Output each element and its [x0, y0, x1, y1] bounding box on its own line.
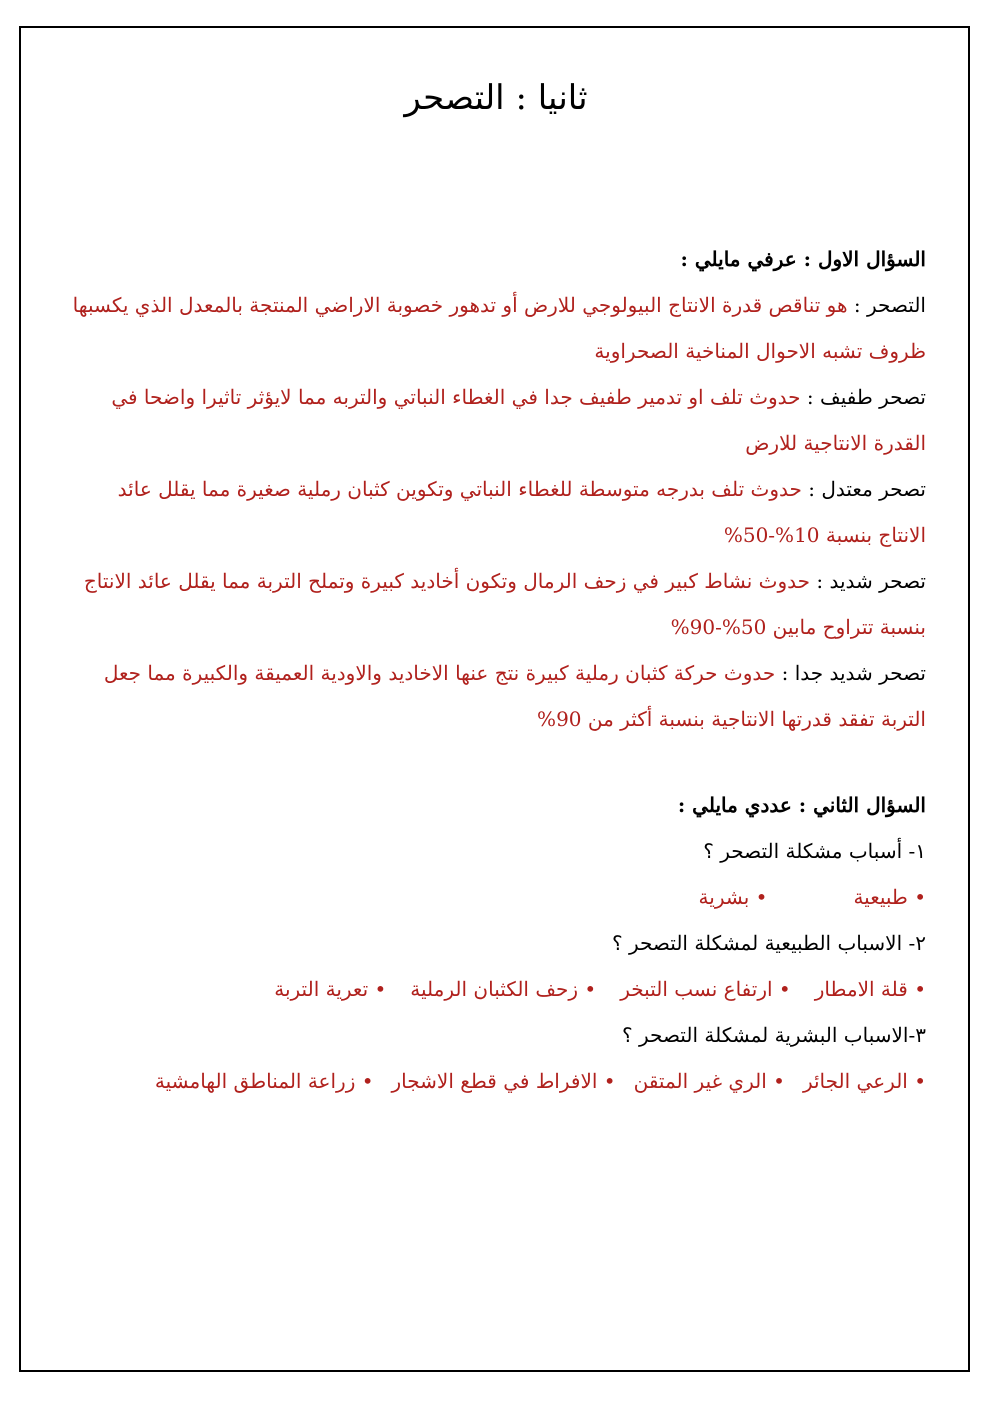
page-title: ثانيا : التصحر [404, 78, 588, 118]
list-item: • الافراط في قطع الاشجار [392, 1058, 616, 1104]
definition-text: حدوث تلف بدرجه متوسطة للغطاء النباتي وتكوين كثبان رملية صغيرة مما يقلل عائد الانتاج بنسبة 10%-50% [117, 477, 926, 547]
list-item: • الري غير المتقن [634, 1058, 785, 1104]
definition-text: حدوث حركة كثبان رملية كبيرة نتج عنها الاخاديد والاودية العميقة والكبيرة مما جعل التربة تفقد قدرتها الانتاجية بنسبة أكثر من 90% [103, 661, 926, 731]
list-question: ٣-الاسباب البشرية لمشكلة التصحر ؟ [622, 1023, 926, 1047]
list-item: • زحف الكثبان الرملية [410, 966, 596, 1012]
list-item: • تعرية التربة [274, 966, 386, 1012]
list-item: • الرعي الجائر [803, 1058, 926, 1104]
definition-term: تصحر شديد : [816, 569, 926, 593]
list-item: • ارتفاع نسب التبخر [620, 966, 791, 1012]
answer-list [66, 1058, 926, 1104]
definition-item [66, 650, 926, 742]
content-body [66, 236, 926, 1104]
list-item: • قلة الامطار [815, 966, 926, 1012]
definition-item [66, 558, 926, 650]
definition-term: تصحر معتدل : [808, 477, 926, 501]
definition-text: حدوث تلف او تدمير طفيف جدا في الغطاء النباتي والتربه مما لايؤثر تاثيرا واضحا في القدرة الانتاجية للارض [111, 385, 926, 455]
definition-term: التصحر : [853, 293, 926, 317]
list-question: ٢- الاسباب الطبيعية لمشكلة التصحر ؟ [612, 931, 926, 955]
definition-term: تصحر شديد جدا : [781, 661, 926, 685]
list-item: • طبيعية [853, 874, 926, 920]
definition-term: تصحر طفيف : [806, 385, 926, 409]
list-question: ١- أسباب مشكلة التصحر ؟ [703, 839, 926, 863]
list-item: • بشرية [699, 874, 768, 920]
question-2-heading: السؤال الثاني : عددي مايلي : [677, 793, 926, 817]
question-1-heading: السؤال الاول : عرفي مايلي : [680, 247, 926, 271]
definition-text: حدوث نشاط كبير في زحف الرمال وتكون أخاديد كبيرة وتملح التربة مما يقلل عائد الانتاج بنسبة تتراوح مابين 50%-90% [83, 569, 926, 639]
list-item: • زراعة المناطق الهامشية [155, 1058, 374, 1104]
answer-list [66, 966, 926, 1012]
definition-item [66, 374, 926, 466]
definition-item [66, 466, 926, 558]
answer-list [66, 874, 926, 920]
definition-item [66, 282, 926, 374]
definition-text: هو تناقص قدرة الانتاج البيولوجي للارض أو تدهور خصوبة الاراضي المنتجة بالمعدل الذي يكسبها ظروف تشبه الاحوال المناخية الصحراوية [72, 293, 926, 363]
section-spacer [66, 742, 926, 782]
